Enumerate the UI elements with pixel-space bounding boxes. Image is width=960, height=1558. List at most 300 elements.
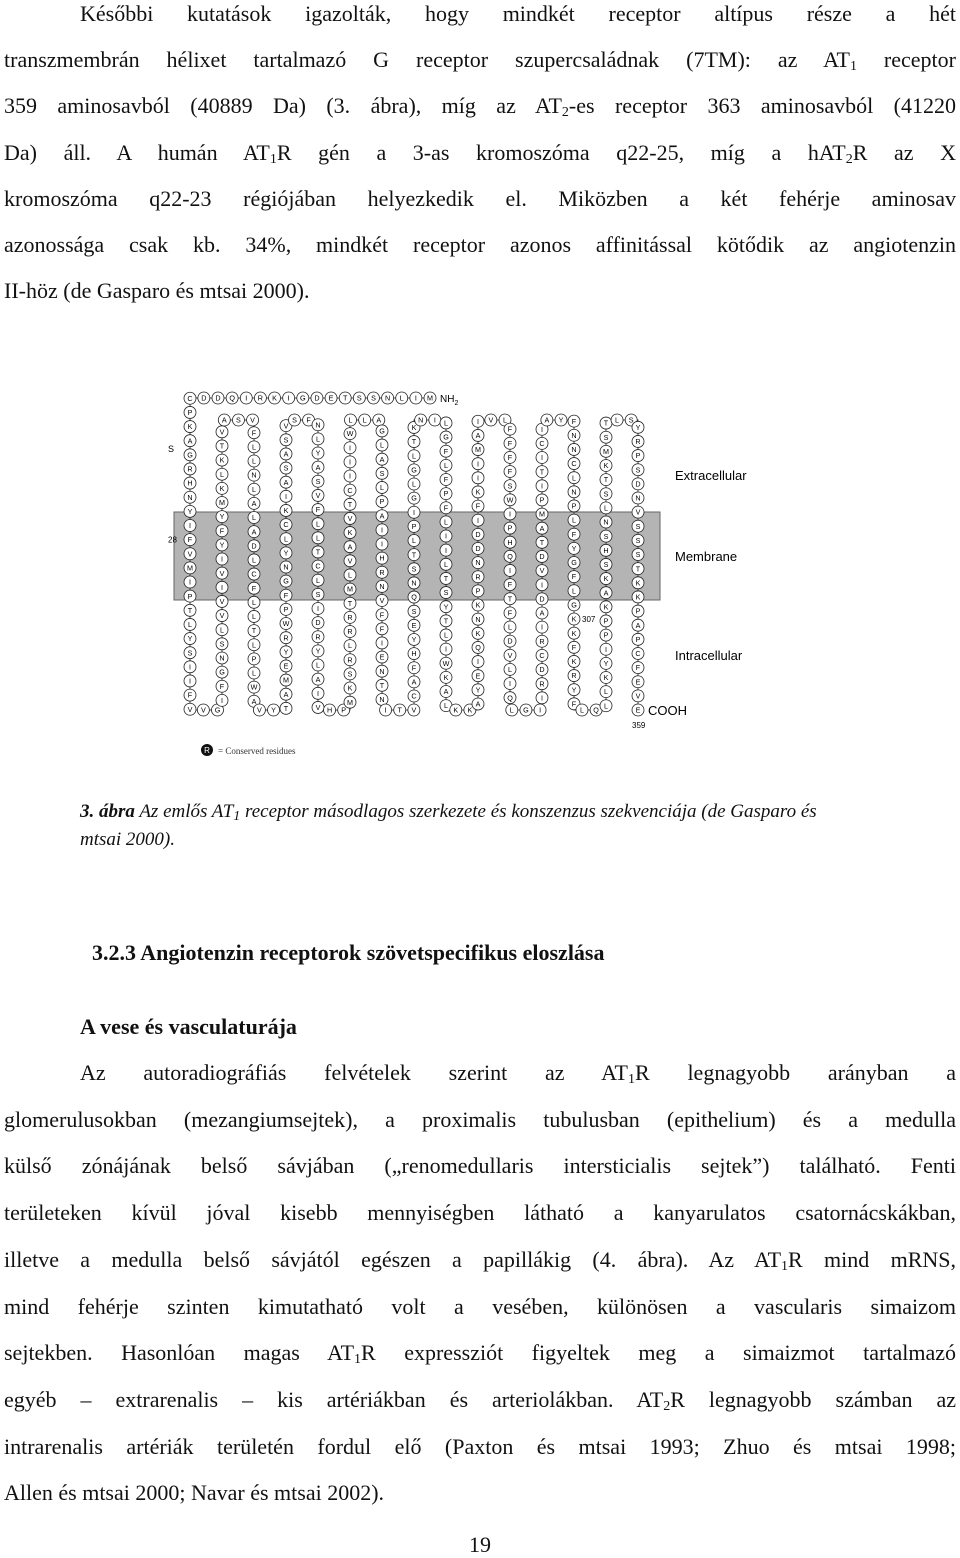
residue-letter: G xyxy=(411,493,417,503)
residue-letter: V xyxy=(315,491,321,501)
residue-letter: L xyxy=(508,664,512,674)
residue-letter: L xyxy=(412,451,416,461)
residue-letter: L xyxy=(348,641,352,651)
residue-letter: I xyxy=(509,566,511,576)
residue-letter: A xyxy=(315,462,321,472)
residue-letter: F xyxy=(379,624,385,634)
residue-letter: T xyxy=(397,705,402,715)
residue-letter: I xyxy=(413,507,415,517)
residue-letter: L xyxy=(348,570,352,580)
residue-letter: G xyxy=(214,705,221,715)
residue-letter: Y xyxy=(635,422,641,432)
residue-letter: P xyxy=(411,521,417,531)
residue-letter: Y xyxy=(571,543,577,553)
text-run: mind fehérje szinten kimutatható volt a vesében, különösen a vascularis simaizom xyxy=(4,1293,956,1319)
section-heading: 3.2.3 Angiotenzin receptorok szövetspecifikus eloszlása xyxy=(92,940,605,965)
residue-letter: P xyxy=(635,451,641,461)
text-run: illetve a medulla belső sávjától egészen a papillákig (4. ábra). Az AT xyxy=(4,1246,782,1272)
residue-letter: I xyxy=(477,459,479,469)
residue-letter: F xyxy=(507,608,513,618)
residue-letter: E xyxy=(328,393,334,403)
residue-letter: S xyxy=(292,415,297,425)
residue-letter: I xyxy=(287,393,290,403)
residue-letter: A xyxy=(539,523,545,533)
residue-letter: L xyxy=(348,415,353,425)
residue-letter: F xyxy=(507,438,513,448)
residue-letter: L xyxy=(508,622,512,632)
residue-letter: I xyxy=(189,676,191,686)
residue-letter: F xyxy=(315,505,321,515)
residue-letter: A xyxy=(283,689,289,699)
residue-letter: S xyxy=(603,489,609,499)
text-run: 359 aminosavból (40889 Da) (3. ábra), míg az AT xyxy=(4,93,562,119)
text-line xyxy=(4,1246,956,1274)
residue-letter: L xyxy=(604,503,608,513)
residue-letter: K xyxy=(443,672,449,682)
residue-letter: F xyxy=(219,681,225,691)
residue-letter: Y xyxy=(558,415,564,425)
residue-letter: N xyxy=(379,666,385,676)
residue-letter: G xyxy=(571,558,577,568)
residue-letter: E xyxy=(475,671,481,681)
residue-letter: F xyxy=(571,699,577,709)
residue-letter: P xyxy=(603,630,609,640)
residue-letter: S xyxy=(315,589,321,599)
residue-letter: L xyxy=(444,701,448,711)
residue-letter: P xyxy=(379,497,385,507)
residue-letter: L xyxy=(444,630,448,640)
residue-letter: I xyxy=(285,491,287,501)
position-359-label: 359 xyxy=(632,721,646,730)
text-run: Da) áll. A humán AT xyxy=(4,139,270,165)
legend-symbol: R xyxy=(204,746,210,755)
residue-letter: K xyxy=(635,592,641,602)
residue-letter: M xyxy=(219,498,225,508)
residue-letter: Q xyxy=(229,393,235,403)
residue-letter: L xyxy=(444,559,448,569)
residue-letter: L xyxy=(316,533,320,543)
residue-letter: N xyxy=(571,430,577,440)
nterm-text: NH xyxy=(440,394,455,405)
residue-letter: F xyxy=(475,501,481,511)
residue-letter: D xyxy=(635,479,641,489)
text-line xyxy=(4,277,956,305)
residue-letter: A xyxy=(251,527,257,537)
residue-letter: F xyxy=(443,503,449,513)
subscript: 1 xyxy=(354,1352,362,1368)
residue-letter: K xyxy=(347,528,353,538)
residue-letter: Y xyxy=(603,658,609,668)
residue-letter: T xyxy=(187,605,193,615)
residue-letter: R xyxy=(257,393,263,403)
text-run: receptor xyxy=(856,47,956,73)
residue-letter: K xyxy=(603,574,609,584)
residue-letter: T xyxy=(539,467,545,477)
residue-letter: C xyxy=(571,459,577,469)
residue-letter: S xyxy=(635,535,641,545)
residue-letter: A xyxy=(251,498,257,508)
residue-letter: A xyxy=(187,436,193,446)
residue-letter: G xyxy=(411,465,417,475)
residue-letter: I xyxy=(477,473,479,483)
residue-letter: S xyxy=(187,648,193,658)
residue-letter: G xyxy=(523,705,529,715)
residue-letter: L xyxy=(399,393,404,403)
residue-letter: K xyxy=(603,673,609,683)
residue-letter: M xyxy=(427,393,433,403)
cterm-label: COOH xyxy=(648,703,687,718)
residue-letter: I xyxy=(381,525,383,535)
residue-letter: V xyxy=(539,566,545,576)
residue-letter: M xyxy=(539,509,545,519)
residue-letter: I xyxy=(445,531,447,541)
residue-letter: T xyxy=(443,574,449,584)
residue-letter: V xyxy=(187,704,193,714)
residue-letter: G xyxy=(571,600,577,610)
residue-letter: Y xyxy=(219,540,225,550)
residue-letter: S xyxy=(411,606,417,616)
subscript: 2 xyxy=(561,105,569,121)
residue-letter: V xyxy=(347,556,353,566)
extracellular-label: Extracellular xyxy=(675,468,747,483)
residue-letter: I xyxy=(445,545,447,555)
residue-letter: K xyxy=(219,483,225,493)
residue-letter: L xyxy=(444,418,448,428)
residue-letter: F xyxy=(507,467,513,477)
residue-letter: N xyxy=(635,493,641,503)
residue-letter: L xyxy=(604,687,608,697)
residue-letter: Y xyxy=(315,646,321,656)
residue-letter: E xyxy=(635,705,641,715)
caption-label: 3. ábra xyxy=(80,801,135,822)
residue-letter: T xyxy=(539,537,545,547)
residue-letter: K xyxy=(453,705,459,715)
residue-letter: N xyxy=(219,653,225,663)
subscript: 2 xyxy=(845,151,853,167)
residue-letter: V xyxy=(347,514,353,524)
residue-letter: Q xyxy=(411,592,417,602)
residue-letter: A xyxy=(283,449,289,459)
residue-letter: M xyxy=(475,445,481,455)
residue-letter: P xyxy=(539,495,545,505)
residue-letter: D xyxy=(507,636,513,646)
residue-letter: I xyxy=(541,481,543,491)
residue-letter: I xyxy=(477,515,479,525)
residue-letter: P xyxy=(603,616,609,626)
residue-letter: I xyxy=(349,457,351,467)
page-number: 19 xyxy=(469,1532,491,1557)
text-run: glomerulusokban (mezangiumsejtek), a proximalis tubulusban (epithelium) és a medulla xyxy=(4,1106,956,1132)
residue-letter: R xyxy=(475,572,481,582)
residue-letter: Y xyxy=(219,512,225,522)
residue-letter: K xyxy=(411,423,417,433)
residue-letter: I xyxy=(349,471,351,481)
residue-letter: P xyxy=(507,523,513,533)
residue-letter: K xyxy=(283,506,289,516)
residue-letter: L xyxy=(252,597,256,607)
residue-letter: L xyxy=(252,442,256,452)
residue-letter: L xyxy=(604,701,608,711)
residue-letter: W xyxy=(250,682,258,692)
residue-letter: K xyxy=(571,657,577,667)
residue-letter: T xyxy=(283,703,289,713)
residue-letter: L xyxy=(316,519,320,529)
residue-letter: A xyxy=(347,542,353,552)
residue-letter: R xyxy=(571,671,577,681)
residue-letter: H xyxy=(507,537,513,547)
nterm-sub: 2 xyxy=(454,400,459,407)
residue-letter: I xyxy=(381,539,383,549)
residue-letter: A xyxy=(379,454,385,464)
residue-letter: R xyxy=(187,464,193,474)
subscript: 1 xyxy=(628,1072,635,1087)
residue-letter: I xyxy=(541,453,543,463)
residue-letter: F xyxy=(507,424,513,434)
residue-letter: V xyxy=(219,611,225,621)
residue-letter: F xyxy=(443,475,449,485)
residue-letter: Q xyxy=(475,643,481,653)
residue-letter: T xyxy=(347,598,353,608)
residue-letter: N xyxy=(384,393,391,403)
residue-letter: A xyxy=(443,687,449,697)
residue-letter: Q xyxy=(507,693,513,703)
residue-letter: L xyxy=(615,415,620,425)
residue-letter: I xyxy=(541,424,543,434)
residue-letter: N xyxy=(187,492,193,502)
text-line xyxy=(4,92,956,120)
residue-letter: T xyxy=(443,616,449,626)
residue-letter: F xyxy=(571,572,577,582)
residue-letter: D xyxy=(475,529,481,539)
residue-letter: C xyxy=(411,691,417,701)
residue-letter: T xyxy=(635,564,641,574)
text-run: R expressziót figyeltek meg a simaizmot tartalmazó xyxy=(361,1340,956,1366)
caption-sub: 1 xyxy=(233,809,241,824)
residue-letter: N xyxy=(251,470,257,480)
text-line xyxy=(4,1293,956,1321)
residue-letter: A xyxy=(315,674,321,684)
residue-letter: T xyxy=(343,393,348,403)
residue-letter: A xyxy=(475,699,481,709)
residue-letter: H xyxy=(326,705,333,715)
residue-letter: A xyxy=(544,415,550,425)
residue-letter: C xyxy=(635,649,641,659)
residue-letter: F xyxy=(219,526,225,536)
subscript: 1 xyxy=(849,59,857,75)
residue-letter: S xyxy=(283,463,289,473)
residue-letter: L xyxy=(252,668,256,678)
text-line xyxy=(80,0,956,28)
residue-letter: L xyxy=(362,415,367,425)
residue-letter: F xyxy=(379,610,385,620)
residue-letter: T xyxy=(251,626,257,636)
residue-letter: S xyxy=(443,588,449,598)
residue-letter: E xyxy=(283,661,289,671)
residue-letter: V xyxy=(219,597,225,607)
residue-letter: H xyxy=(379,553,385,563)
residue-letter: T xyxy=(411,550,417,560)
residue-letter: C xyxy=(539,650,545,660)
residue-letter: I xyxy=(384,705,387,715)
residue-letter: Y xyxy=(187,634,193,644)
residue-letter: T xyxy=(315,547,321,557)
text-run: Későbbi kutatások igazolták, hogy mindkét receptor altípus része a hét xyxy=(80,1,956,26)
residue-letter: R xyxy=(347,655,353,665)
residue-letter: S xyxy=(283,435,289,445)
residue-letter: W xyxy=(346,429,354,439)
residue-letter: N xyxy=(475,558,481,568)
text-run: -es receptor 363 aminosavból (41220 xyxy=(568,93,957,119)
text-line xyxy=(4,231,956,259)
text-line xyxy=(4,139,956,167)
residue-letter: I xyxy=(541,580,543,590)
residue-letter: K xyxy=(467,705,473,715)
residue-letter: Q xyxy=(593,705,599,715)
residue-letter: S xyxy=(371,393,376,403)
residue-letter: A xyxy=(635,620,641,630)
residue-letter: E xyxy=(379,652,385,662)
residue-letter: K xyxy=(475,487,481,497)
residue-letter: W xyxy=(442,658,450,668)
residue-letter: D xyxy=(314,393,320,403)
text-line xyxy=(4,1339,956,1367)
residue-letter: P xyxy=(571,501,577,511)
residue-letter: F xyxy=(283,590,289,600)
residue-letter: I xyxy=(221,695,223,705)
subscript: 1 xyxy=(781,1258,789,1274)
residue-letter: T xyxy=(219,441,225,451)
residue-letter: R xyxy=(347,612,353,622)
residue-letter: N xyxy=(315,420,321,430)
residue-letter: C xyxy=(347,485,353,495)
residue-letter: L xyxy=(252,612,256,622)
residue-letter: N xyxy=(571,487,577,497)
residue-letter: C xyxy=(539,438,545,448)
residue-letter: L xyxy=(380,440,384,450)
residue-letter: Y xyxy=(571,685,577,695)
text-run: sejtekben. Hasonlóan magas AT xyxy=(4,1340,355,1366)
residue-letter: A xyxy=(539,608,545,618)
residue-letter: L xyxy=(412,479,416,489)
text-run: R az X xyxy=(852,139,956,165)
residue-letter: S xyxy=(219,639,225,649)
residue-letter: C xyxy=(315,561,321,571)
residue-letter: D xyxy=(201,393,207,403)
residue-letter: V xyxy=(635,507,641,517)
residue-letter: L xyxy=(572,515,576,525)
residue-letter: N xyxy=(411,578,417,588)
residue-letter: S xyxy=(603,531,609,541)
residue-letter: I xyxy=(245,393,248,403)
residue-letter: I xyxy=(317,688,319,698)
text-line xyxy=(4,1433,956,1461)
residue-letter: V xyxy=(635,691,641,701)
text-run: transzmembrán hélixet tartalmazó G receptor szupercsaládnak (7TM): az AT xyxy=(4,47,850,73)
residue-letter: C xyxy=(187,393,193,403)
text-line xyxy=(4,185,956,213)
residue-letter: T xyxy=(379,680,385,690)
residue-letter: T xyxy=(411,437,417,447)
residue-letter: L xyxy=(572,473,576,483)
residue-letter: L xyxy=(252,513,256,523)
residue-letter: N xyxy=(571,445,577,455)
residue-letter: S xyxy=(356,393,362,403)
residue-letter: L xyxy=(252,456,256,466)
residue-letter: G xyxy=(283,576,289,586)
residue-letter: G xyxy=(187,450,193,460)
residue-letter: W xyxy=(506,495,514,505)
residue-letter: I xyxy=(539,705,542,715)
residue-letter: I xyxy=(605,644,607,654)
residue-letter: F xyxy=(571,529,577,539)
residue-letter: S xyxy=(379,468,385,478)
residue-letter: A xyxy=(251,696,257,706)
residue-letter: L xyxy=(412,536,416,546)
legend-text: = Conserved residues xyxy=(218,746,296,756)
residue-letter: V xyxy=(379,596,385,606)
text-line xyxy=(4,1199,956,1227)
position-307-label: 307 xyxy=(582,615,596,625)
residue-letter: R xyxy=(315,632,321,642)
residue-letter: M xyxy=(283,675,289,685)
text-line xyxy=(4,1106,956,1134)
residue-letter: Y xyxy=(411,635,417,645)
residue-letter: L xyxy=(316,434,320,444)
residue-letter: C xyxy=(283,520,289,530)
residue-letter: S xyxy=(315,476,321,486)
residue-letter: D xyxy=(475,544,481,554)
residue-letter: S xyxy=(507,481,513,491)
residue-letter: M xyxy=(603,446,609,456)
intracellular-label: Intracellular xyxy=(675,648,743,663)
residue-layer xyxy=(184,392,644,716)
text-run: Az autoradiográfiás felvételek szerint az AT xyxy=(80,1060,628,1085)
residue-letter: L xyxy=(572,586,576,596)
text-run: R mind mRNS, xyxy=(788,1246,956,1272)
residue-letter: G xyxy=(299,393,306,403)
residue-letter: L xyxy=(284,534,288,544)
residue-letter: P xyxy=(187,591,193,601)
residue-letter: I xyxy=(317,604,319,614)
residue-letter: H xyxy=(187,478,193,488)
residue-letter: T xyxy=(603,418,609,428)
residue-letter: T xyxy=(603,475,609,485)
residue-letter: P xyxy=(635,634,641,644)
residue-letter: V xyxy=(250,415,255,425)
residue-letter: I xyxy=(414,393,417,403)
residue-letter: L xyxy=(316,660,320,670)
residue-letter: V xyxy=(187,549,193,559)
residue-letter: L xyxy=(220,469,224,479)
text-run: Allen és mtsai 2000; Navar és mtsai 2002). xyxy=(4,1480,385,1506)
residue-letter: Y xyxy=(283,548,289,558)
text-run: R legnagyobb számban az xyxy=(670,1386,957,1412)
residue-letter: M xyxy=(347,697,353,707)
caption-text-cont: receptor másodlagos szerkezete és konszenzus szekvenciája (de Gasparo és xyxy=(240,801,817,822)
residue-letter: L xyxy=(444,517,448,527)
residue-letter: E xyxy=(411,620,417,630)
residue-letter: D xyxy=(315,618,321,628)
residue-letter: L xyxy=(252,640,256,650)
figure-caption xyxy=(80,800,936,824)
residue-letter: D xyxy=(539,552,545,562)
residue-letter: L xyxy=(509,705,514,715)
text-run: R legnagyobb arányban a xyxy=(635,1060,957,1085)
residue-letter: S xyxy=(603,560,609,570)
residue-letter: H xyxy=(603,545,609,555)
residue-letter: M xyxy=(187,563,193,573)
residue-letter: R xyxy=(539,636,545,646)
